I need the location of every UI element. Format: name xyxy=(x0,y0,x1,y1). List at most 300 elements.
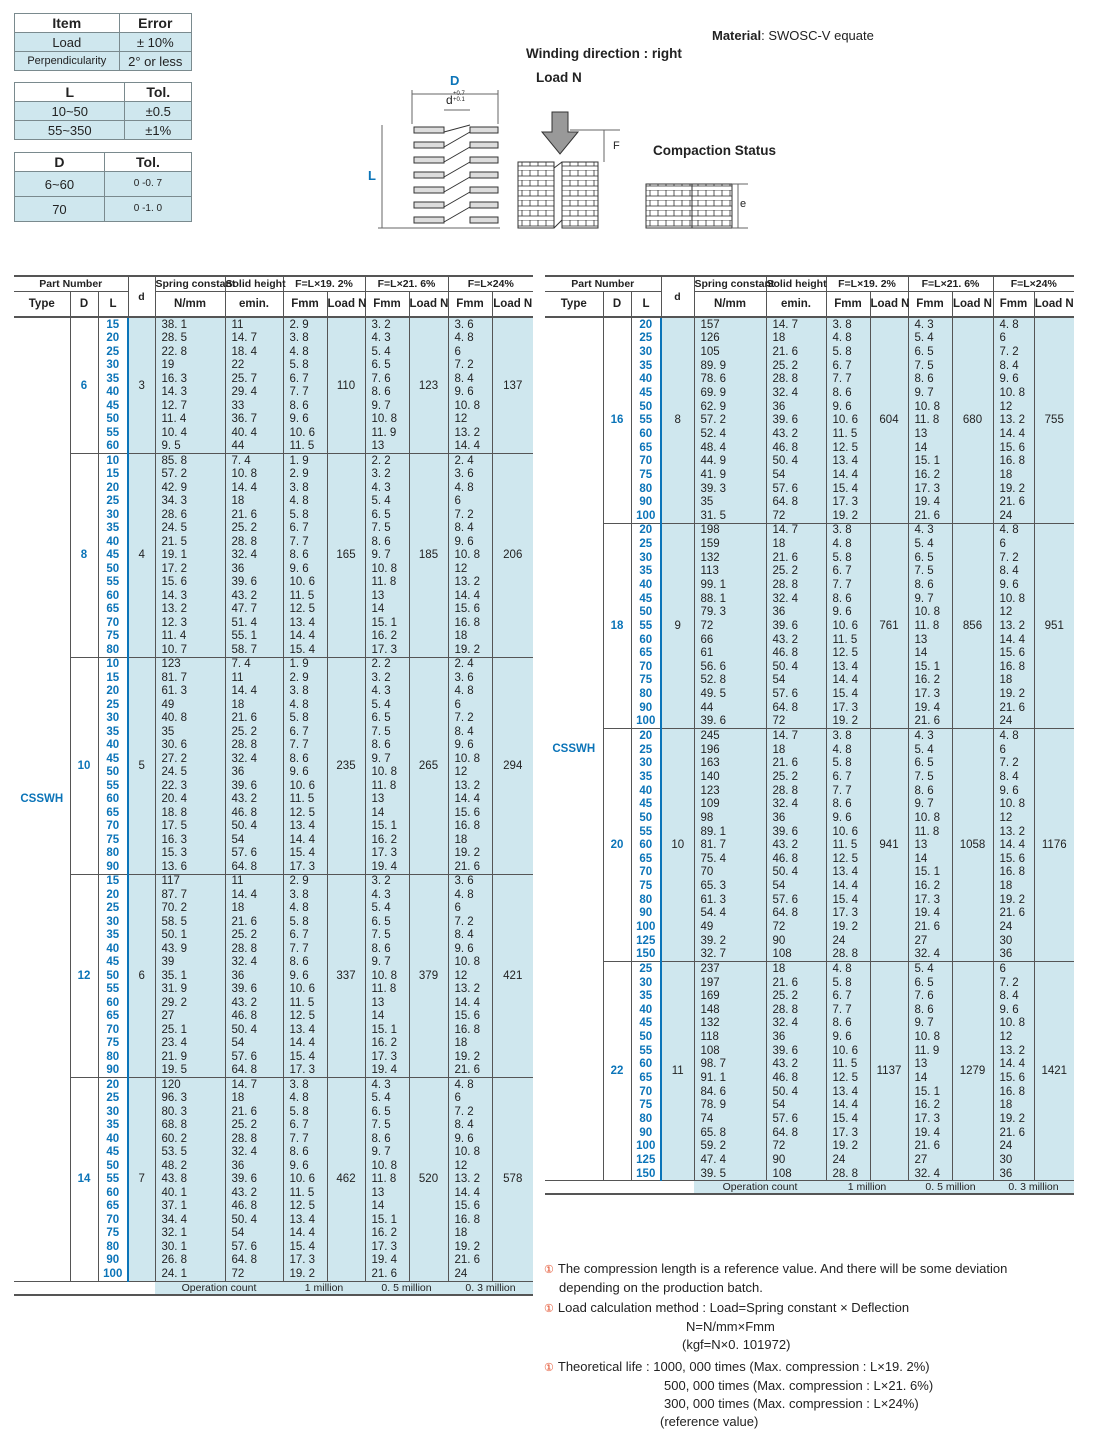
solid-height-cell: 11 xyxy=(225,671,283,685)
length-cell: 20 xyxy=(98,481,128,495)
length-cell: 70 xyxy=(631,660,661,674)
solid-height-cell: 50. 4 xyxy=(225,1023,283,1037)
length-cell: 80 xyxy=(631,687,661,701)
fmm-cell: 6. 7 xyxy=(826,989,870,1003)
length-cell: 65 xyxy=(98,1200,128,1214)
fmm-cell: 15. 4 xyxy=(826,687,870,701)
solid-height-cell: 57. 6 xyxy=(766,893,826,907)
solid-height-cell: 25. 2 xyxy=(225,522,283,536)
spring-constant-cell: 35 xyxy=(155,725,225,739)
spring-constant-cell: 88. 1 xyxy=(694,592,766,606)
fmm-cell: 18 xyxy=(993,674,1034,688)
fmm-cell: 12. 5 xyxy=(283,1200,327,1214)
th-f1: F=L×19. 2% xyxy=(283,276,365,292)
th-f1: F=L×19. 2% xyxy=(826,276,908,292)
length-cell: 65 xyxy=(631,646,661,660)
fmm-cell: 4. 8 xyxy=(283,698,327,712)
th-L: L xyxy=(98,292,128,318)
fmm-cell: 19. 4 xyxy=(365,1064,409,1078)
fmm-cell: 11. 8 xyxy=(365,1173,409,1187)
fmm-cell: 15. 6 xyxy=(993,852,1034,866)
length-tol-table xyxy=(14,82,192,140)
solid-height-cell: 28. 8 xyxy=(766,1003,826,1017)
spring-constant-cell: 62. 9 xyxy=(694,400,766,414)
fmm-cell: 13 xyxy=(908,633,952,647)
solid-height-cell: 32. 4 xyxy=(766,386,826,400)
fmm-cell: 9. 6 xyxy=(283,562,327,576)
fmm-cell: 3. 8 xyxy=(283,888,327,902)
spring-constant-cell: 60. 2 xyxy=(155,1132,225,1146)
fmm-cell: 8. 4 xyxy=(448,725,492,739)
fmm-cell: 7. 5 xyxy=(365,725,409,739)
spring-constant-cell: 25. 1 xyxy=(155,1023,225,1037)
fmm-cell: 32. 4 xyxy=(908,1167,952,1181)
length-cell: 50 xyxy=(98,562,128,576)
diameter-cell: 12 xyxy=(70,874,98,1078)
fmm-cell: 8. 4 xyxy=(993,359,1034,373)
spring-constant-cell: 54. 4 xyxy=(694,907,766,921)
fmm-cell: 8. 6 xyxy=(365,1132,409,1146)
fmm-cell: 8. 4 xyxy=(993,565,1034,579)
fmm-cell: 5. 4 xyxy=(365,698,409,712)
fmm-cell: 6. 5 xyxy=(365,915,409,929)
spring-constant-cell: 123 xyxy=(694,784,766,798)
length-cell: 100 xyxy=(98,1267,128,1281)
spring-constant-cell: 39. 5 xyxy=(694,1167,766,1181)
length-cell: 55 xyxy=(98,983,128,997)
fmm-cell: 7. 5 xyxy=(365,522,409,536)
fmm-cell: 10. 8 xyxy=(908,1030,952,1044)
fmm-cell: 13. 4 xyxy=(283,820,327,834)
solid-height-cell: 18 xyxy=(766,332,826,346)
fmm-cell: 13. 2 xyxy=(993,1044,1034,1058)
spring-constant-cell: 28. 6 xyxy=(155,508,225,522)
load-cell: 123 xyxy=(409,317,448,454)
load-cell: 462 xyxy=(327,1078,365,1282)
length-cell: 35 xyxy=(98,522,128,536)
length-cell: 60 xyxy=(98,1186,128,1200)
solid-height-cell: 58. 7 xyxy=(225,643,283,657)
fmm-cell: 8. 4 xyxy=(448,929,492,943)
spring-constant-cell: 49 xyxy=(694,920,766,934)
spring-constant-cell: 72 xyxy=(694,619,766,633)
length-cell: 90 xyxy=(631,701,661,715)
spring-constant-cell: 132 xyxy=(694,551,766,565)
fmm-cell: 15. 4 xyxy=(826,482,870,496)
fmm-cell: 21. 6 xyxy=(993,1126,1034,1140)
fmm-cell: 15. 6 xyxy=(448,1200,492,1214)
fmm-cell: 4. 8 xyxy=(993,729,1034,743)
th-d: d xyxy=(128,276,155,317)
note-mark-icon: ① xyxy=(544,1303,554,1315)
fmm-cell: 14. 4 xyxy=(448,1186,492,1200)
solid-height-cell: 32. 4 xyxy=(225,549,283,563)
fmm-cell: 7. 5 xyxy=(365,1119,409,1133)
solid-height-cell: 39. 6 xyxy=(225,576,283,590)
fmm-cell: 9. 7 xyxy=(365,1146,409,1160)
fmm-cell: 6 xyxy=(993,962,1034,976)
fmm-cell: 18 xyxy=(993,468,1034,482)
wire-cell: 3 xyxy=(128,317,155,454)
solid-height-cell: 25. 2 xyxy=(766,359,826,373)
solid-height-cell: 57. 6 xyxy=(225,847,283,861)
length-cell: 20 xyxy=(98,888,128,902)
length-cell: 25 xyxy=(631,962,661,976)
spring-constant-cell: 16. 3 xyxy=(155,372,225,386)
solid-height-cell: 32. 4 xyxy=(225,1146,283,1160)
length-cell: 75 xyxy=(631,468,661,482)
fmm-cell: 10. 8 xyxy=(908,400,952,414)
solid-height-cell: 32. 4 xyxy=(766,592,826,606)
fmm-cell: 18 xyxy=(993,1099,1034,1113)
spring-constant-cell: 15. 3 xyxy=(155,847,225,861)
fmm-cell: 11. 5 xyxy=(283,440,327,454)
length-cell: 45 xyxy=(98,1146,128,1160)
fmm-cell: 12. 5 xyxy=(826,852,870,866)
fmm-cell: 5. 4 xyxy=(908,332,952,346)
length-cell: 25 xyxy=(98,495,128,509)
solid-height-cell: 64. 8 xyxy=(766,701,826,715)
fmm-cell: 32. 4 xyxy=(908,947,952,961)
cell: 0 -1. 0 xyxy=(104,197,191,222)
fmm-cell: 10. 8 xyxy=(448,399,492,413)
fmm-cell: 14. 4 xyxy=(826,879,870,893)
fmm-cell: 9. 6 xyxy=(826,400,870,414)
load-cell: 941 xyxy=(870,729,908,962)
fmm-cell: 8. 6 xyxy=(826,1017,870,1031)
solid-height-cell: 64. 8 xyxy=(225,1064,283,1078)
length-cell: 35 xyxy=(631,770,661,784)
spring-constant-cell: 34. 3 xyxy=(155,495,225,509)
fmm-cell: 7. 7 xyxy=(283,942,327,956)
load-cell: 604 xyxy=(870,317,908,523)
fmm-cell: 4. 8 xyxy=(448,888,492,902)
length-cell: 45 xyxy=(98,549,128,563)
fmm-cell: 6 xyxy=(993,332,1034,346)
solid-height-cell: 43. 2 xyxy=(225,1186,283,1200)
fmm-cell: 15. 6 xyxy=(448,806,492,820)
diameter-cell: 8 xyxy=(70,454,98,658)
length-cell: 60 xyxy=(98,793,128,807)
fmm-cell: 4. 8 xyxy=(448,481,492,495)
spring-constant-cell: 117 xyxy=(155,874,225,888)
solid-height-cell: 43. 2 xyxy=(225,589,283,603)
fmm-cell: 13. 2 xyxy=(448,1173,492,1187)
length-cell: 50 xyxy=(631,605,661,619)
length-cell: 10 xyxy=(98,657,128,671)
note-2c: (kgf=N×0. 101972) xyxy=(682,1337,791,1352)
solid-height-cell: 50. 4 xyxy=(766,454,826,468)
fmm-cell: 5. 8 xyxy=(283,712,327,726)
solid-height-cell: 46. 8 xyxy=(766,646,826,660)
fmm-cell: 17. 3 xyxy=(365,1240,409,1254)
fmm-cell: 6. 7 xyxy=(826,770,870,784)
spring-constant-cell: 19. 5 xyxy=(155,1064,225,1078)
fmm-cell: 10. 6 xyxy=(826,825,870,839)
load-cell: 421 xyxy=(492,874,533,1078)
th-load: Load N xyxy=(492,292,533,318)
fmm-cell: 27 xyxy=(908,1153,952,1167)
fmm-cell: 4. 8 xyxy=(283,1092,327,1106)
fmm-cell: 7. 6 xyxy=(908,989,952,1003)
fmm-cell: 14. 4 xyxy=(448,589,492,603)
fmm-cell: 19. 2 xyxy=(283,1267,327,1281)
fmm-cell: 16. 2 xyxy=(908,879,952,893)
fmm-cell: 4. 8 xyxy=(826,537,870,551)
spring-constant-cell: 197 xyxy=(694,976,766,990)
fmm-cell: 13. 2 xyxy=(993,413,1034,427)
load-cell: 520 xyxy=(409,1078,448,1282)
fmm-cell: 21. 6 xyxy=(908,509,952,523)
fmm-cell: 12 xyxy=(448,1159,492,1173)
solid-height-cell: 39. 6 xyxy=(225,1173,283,1187)
load-cell: 265 xyxy=(409,657,448,874)
spring-constant-cell: 24. 1 xyxy=(155,1267,225,1281)
type-cell: CSSWH xyxy=(545,317,603,1181)
fmm-cell: 3. 2 xyxy=(365,468,409,482)
fmm-cell: 10. 8 xyxy=(448,752,492,766)
material-note xyxy=(712,28,874,43)
fmm-cell: 11. 5 xyxy=(826,427,870,441)
fmm-cell: 4. 8 xyxy=(993,523,1034,537)
load-cell: 856 xyxy=(952,523,993,729)
spring-constant-cell: 109 xyxy=(694,797,766,811)
length-cell: 40 xyxy=(631,373,661,387)
fmm-cell: 7. 7 xyxy=(826,373,870,387)
th-part-number: Part Number xyxy=(545,276,661,292)
spring-constant-cell: 39. 6 xyxy=(694,715,766,729)
fmm-cell: 19. 4 xyxy=(908,701,952,715)
solid-height-cell: 28. 8 xyxy=(766,578,826,592)
load-cell: 294 xyxy=(492,657,533,874)
fmm-cell: 5. 8 xyxy=(826,551,870,565)
spring-constant-cell: 61 xyxy=(694,646,766,660)
fmm-cell: 8. 6 xyxy=(283,1146,327,1160)
spring-constant-cell: 98 xyxy=(694,811,766,825)
solid-height-cell: 47. 7 xyxy=(225,603,283,617)
fmm-cell: 19. 2 xyxy=(448,847,492,861)
th-solid-height: Solid height xyxy=(225,278,286,290)
wire-cell: 9 xyxy=(661,523,694,729)
length-cell: 80 xyxy=(631,893,661,907)
spring-diagram xyxy=(370,80,770,240)
length-cell: 35 xyxy=(98,929,128,943)
th-emin: emin. xyxy=(225,292,283,318)
length-cell: 40 xyxy=(631,578,661,592)
solid-height-cell: 21. 6 xyxy=(225,915,283,929)
solid-height-cell: 50. 4 xyxy=(766,1085,826,1099)
fmm-cell: 14. 4 xyxy=(448,793,492,807)
spring-constant-cell: 39. 3 xyxy=(694,482,766,496)
th-fmm: Fmm xyxy=(826,292,870,318)
fmm-cell: 4. 8 xyxy=(826,332,870,346)
compaction-label: Compaction Status xyxy=(653,143,777,158)
spring-constant-cell: 49 xyxy=(155,698,225,712)
load-cell: 755 xyxy=(1034,317,1074,523)
spring-constant-cell: 39 xyxy=(155,956,225,970)
fmm-cell: 24 xyxy=(826,934,870,948)
solid-height-cell: 108 xyxy=(766,1167,826,1181)
solid-height-cell: 43. 2 xyxy=(766,427,826,441)
length-cell: 15 xyxy=(98,671,128,685)
spring-constant-cell: 96. 3 xyxy=(155,1092,225,1106)
diameter-cell: 16 xyxy=(603,317,631,523)
load-cell: 1421 xyxy=(1034,962,1074,1181)
solid-height-cell: 28. 8 xyxy=(766,373,826,387)
fmm-cell: 15. 1 xyxy=(365,820,409,834)
length-cell: 60 xyxy=(631,427,661,441)
fmm-cell: 11. 8 xyxy=(365,576,409,590)
solid-height-cell: 43. 2 xyxy=(766,633,826,647)
fmm-cell: 16. 8 xyxy=(448,616,492,630)
fmm-cell: 11. 8 xyxy=(365,779,409,793)
wire-cell: 6 xyxy=(128,874,155,1078)
solid-height-cell: 18 xyxy=(766,743,826,757)
solid-height-cell: 32. 4 xyxy=(225,956,283,970)
length-cell: 100 xyxy=(631,1139,661,1153)
length-cell: 65 xyxy=(98,806,128,820)
fmm-cell: 14. 4 xyxy=(283,1227,327,1241)
table-row xyxy=(14,657,533,671)
spring-constant-cell: 163 xyxy=(694,757,766,771)
solid-height-cell: 14. 4 xyxy=(225,481,283,495)
fmm-cell: 21. 6 xyxy=(908,715,952,729)
length-cell: 30 xyxy=(631,757,661,771)
fmm-cell: 11. 5 xyxy=(283,589,327,603)
fmm-cell: 24 xyxy=(993,715,1034,729)
fmm-cell: 10. 8 xyxy=(908,605,952,619)
cell: 70 xyxy=(15,197,105,222)
solid-height-cell: 43. 2 xyxy=(766,1058,826,1072)
length-cell: 25 xyxy=(631,332,661,346)
spring-constant-cell: 196 xyxy=(694,743,766,757)
solid-height-cell: 40. 4 xyxy=(225,426,283,440)
spring-constant-cell: 52. 8 xyxy=(694,674,766,688)
fmm-cell: 13 xyxy=(908,427,952,441)
length-cell: 100 xyxy=(631,920,661,934)
length-cell: 55 xyxy=(98,1173,128,1187)
length-cell: 50 xyxy=(98,413,128,427)
solid-height-cell: 44 xyxy=(225,440,283,454)
th-f2: F=L×21. 6% xyxy=(365,276,448,292)
fmm-cell: 17. 3 xyxy=(365,643,409,657)
fmm-cell: 7. 2 xyxy=(448,712,492,726)
fmm-cell: 7. 5 xyxy=(908,770,952,784)
diameter-cell: 18 xyxy=(603,523,631,729)
fmm-cell: 9. 7 xyxy=(908,1017,952,1031)
length-cell: 40 xyxy=(631,1003,661,1017)
fmm-cell: 13. 2 xyxy=(993,825,1034,839)
fmm-cell: 17. 3 xyxy=(908,893,952,907)
fmm-cell: 8. 6 xyxy=(826,386,870,400)
fmm-cell: 28. 8 xyxy=(826,1167,870,1181)
wire-cell: 5 xyxy=(128,657,155,874)
fmm-cell: 7. 7 xyxy=(826,1003,870,1017)
fmm-cell: 3. 6 xyxy=(448,317,492,332)
fmm-cell: 10. 8 xyxy=(365,766,409,780)
fmm-cell: 10. 6 xyxy=(283,426,327,440)
fmm-cell: 4. 8 xyxy=(448,685,492,699)
fmm-cell: 5. 4 xyxy=(908,537,952,551)
spring-constant-cell: 74 xyxy=(694,1112,766,1126)
length-cell: 75 xyxy=(631,1099,661,1113)
fmm-cell: 9. 7 xyxy=(908,797,952,811)
th-load: Load N xyxy=(327,292,365,318)
fmm-cell: 16. 8 xyxy=(993,1085,1034,1099)
fmm-cell: 6. 7 xyxy=(283,1119,327,1133)
length-cell: 55 xyxy=(98,779,128,793)
length-cell: 55 xyxy=(631,1044,661,1058)
fmm-cell: 8. 4 xyxy=(993,989,1034,1003)
fmm-cell: 12 xyxy=(448,413,492,427)
spring-constant-cell: 26. 8 xyxy=(155,1254,225,1268)
solid-height-cell: 36 xyxy=(766,1030,826,1044)
fmm-cell: 4. 8 xyxy=(993,317,1034,332)
length-cell: 75 xyxy=(631,674,661,688)
fmm-cell: 10. 6 xyxy=(826,1044,870,1058)
fmm-cell: 15. 1 xyxy=(908,1085,952,1099)
fmm-cell: 5. 8 xyxy=(283,359,327,373)
spring-constant-cell: 30. 6 xyxy=(155,739,225,753)
solid-height-cell: 90 xyxy=(766,934,826,948)
length-cell: 35 xyxy=(631,359,661,373)
fmm-cell: 4. 3 xyxy=(365,481,409,495)
spring-constant-cell: 40. 8 xyxy=(155,712,225,726)
solid-height-cell: 18 xyxy=(225,495,283,509)
table-row xyxy=(14,874,533,888)
length-cell: 20 xyxy=(98,685,128,699)
fmm-cell: 17. 3 xyxy=(908,1112,952,1126)
th-unit: N/mm xyxy=(155,292,225,318)
length-cell: 80 xyxy=(98,643,128,657)
solid-height-cell: 50. 4 xyxy=(766,866,826,880)
length-cell: 45 xyxy=(98,752,128,766)
fmm-cell: 10. 8 xyxy=(365,413,409,427)
length-cell: 100 xyxy=(631,509,661,523)
fmm-cell: 6. 5 xyxy=(365,1105,409,1119)
fmm-cell: 5. 4 xyxy=(365,1092,409,1106)
length-cell: 80 xyxy=(631,482,661,496)
solid-height-cell: 72 xyxy=(766,1139,826,1153)
fmm-cell: 12 xyxy=(448,969,492,983)
length-cell: 40 xyxy=(631,784,661,798)
length-cell: 25 xyxy=(98,902,128,916)
op-1: 1 million xyxy=(283,1281,365,1295)
load-cell: 379 xyxy=(409,874,448,1078)
spring-constant-cell: 61. 3 xyxy=(694,893,766,907)
solid-height-cell: 14. 7 xyxy=(225,332,283,346)
length-cell: 80 xyxy=(98,1240,128,1254)
fmm-cell: 10. 6 xyxy=(283,779,327,793)
spring-constant-cell: 48. 4 xyxy=(694,441,766,455)
fmm-cell: 11. 5 xyxy=(826,838,870,852)
fmm-cell: 21. 6 xyxy=(993,701,1034,715)
solid-height-cell: 28. 8 xyxy=(225,739,283,753)
fmm-cell: 2. 9 xyxy=(283,468,327,482)
fmm-cell: 10. 6 xyxy=(826,413,870,427)
fmm-cell: 3. 8 xyxy=(283,332,327,346)
fmm-cell: 6 xyxy=(448,345,492,359)
fmm-cell: 15. 1 xyxy=(365,1023,409,1037)
fmm-cell: 21. 6 xyxy=(908,1139,952,1153)
fmm-cell: 19. 4 xyxy=(365,860,409,874)
length-cell: 35 xyxy=(98,1119,128,1133)
fmm-cell: 10. 8 xyxy=(365,562,409,576)
solid-height-cell: 46. 8 xyxy=(225,806,283,820)
fmm-cell: 13. 4 xyxy=(283,616,327,630)
spring-constant-cell: 39. 2 xyxy=(694,934,766,948)
spring-constant-cell: 120 xyxy=(155,1078,225,1092)
